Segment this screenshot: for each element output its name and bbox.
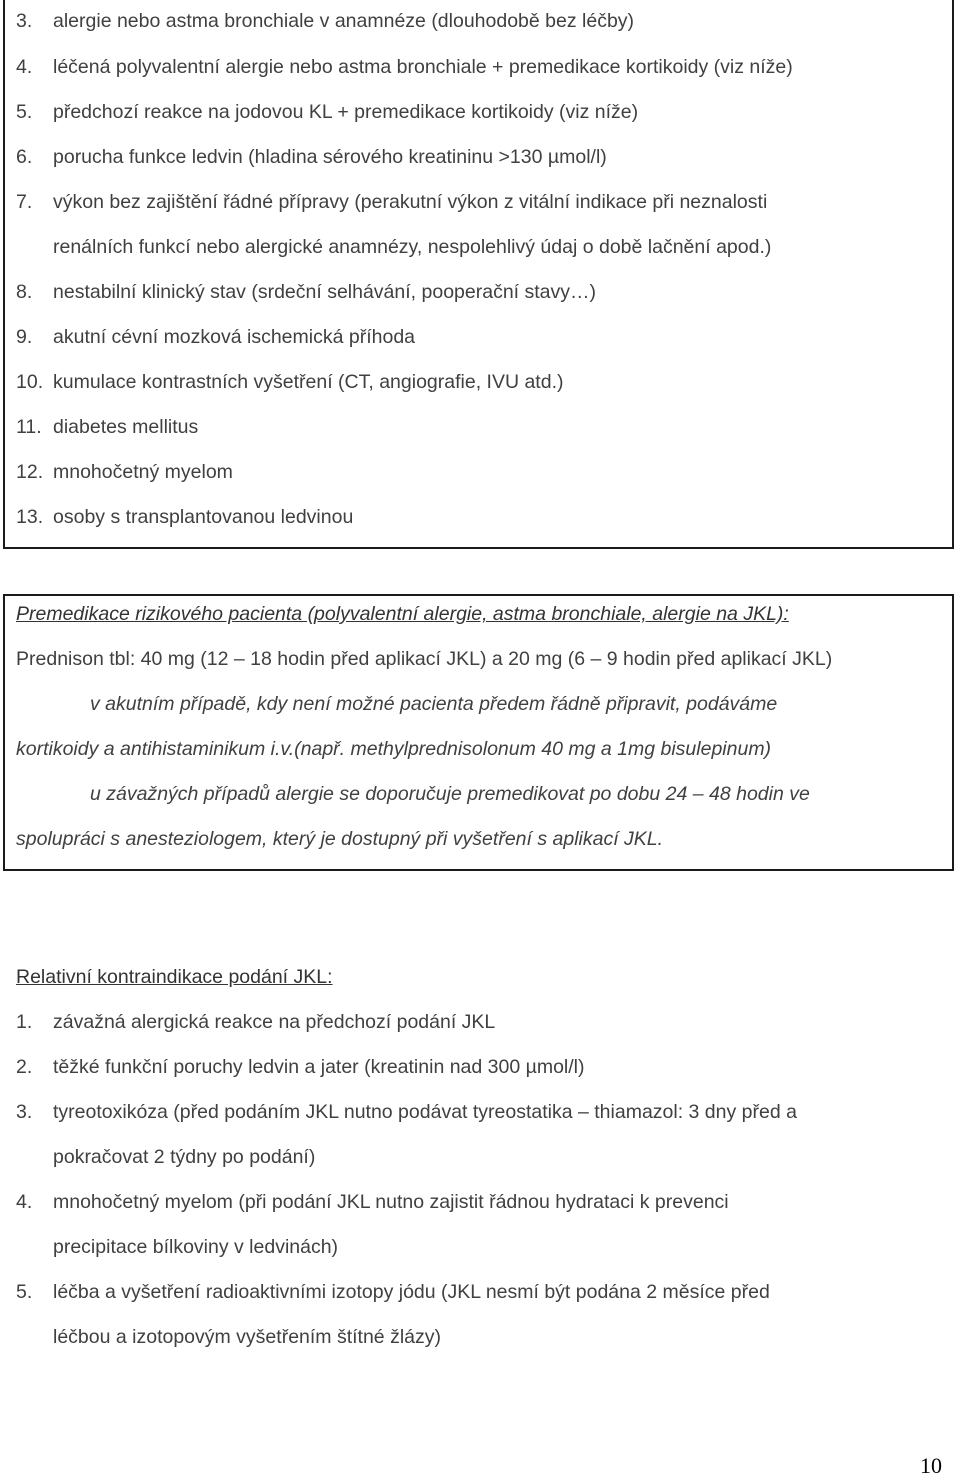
premedication-line: u závažných případů alergie se doporučuje premedikovat po dobu 24 – 48 hodin ve: [90, 783, 810, 805]
premedication-line: kortikoidy a antihistaminikum i.v.(např. methylprednisolonum 40 mg a 1mg bisulepinum): [16, 738, 772, 760]
premedication-line: Prednison tbl: 40 mg (12 – 18 hodin před aplikací JKL) a 20 mg (6 – 9 hodin před aplikací JKL): [16, 648, 833, 670]
premedication-heading: Premedikace rizikového pacienta (polyvalentní alergie, astma bronchiale, alergie na JKL):: [16, 603, 789, 625]
premedication-line: v akutním případě, kdy není možné pacienta předem řádně připravit, podáváme: [90, 693, 778, 715]
premedication-line: spolupráci s anesteziologem, který je dostupný při vyšetření s aplikací JKL.: [16, 828, 664, 850]
page-number: 10: [920, 1453, 942, 1478]
relative-contraindications-heading: Relativní kontraindikace podání JKL:: [16, 966, 333, 988]
